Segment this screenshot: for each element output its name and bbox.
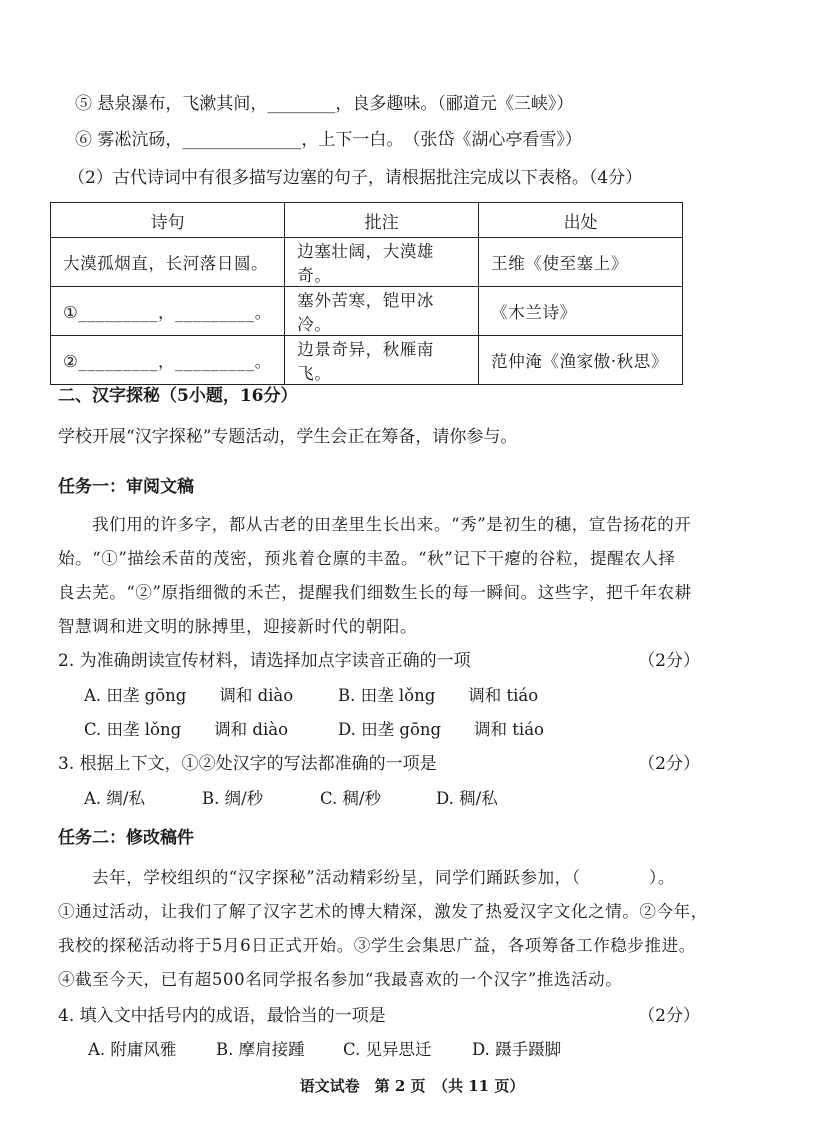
option-d: D. 田垄 gōng 调和 tiáo [338,720,544,739]
section-2-intro: 学校开展“汉字探秘”专题活动，学生会正在筹备，请你参与。 [58,427,518,447]
question-3-points: （2分） [638,754,700,774]
task-2-heading: 任务二：修改稿件 [58,828,194,848]
table-cell: 边塞壮阔，大漠雄奇。 [285,238,479,287]
table-cell: 王维《使至塞上》 [479,238,683,287]
option-c: C. 田垄 lǒng 调和 diào [84,720,289,739]
option-c: C. 稠/秒 [320,789,382,808]
table-cell: 大漠孤烟直，长河落日圆。 [51,238,285,287]
table-header: 诗句 [51,203,285,238]
option-c: C. 见异思迁 [343,1040,432,1059]
question-2-points: （2分） [638,651,700,671]
paragraph-line: ①通过活动，让我们了解了汉字艺术的博大精深，激发了热爱汉字文化之情。②今年， [58,902,708,921]
table-header: 出处 [479,203,683,238]
paragraph-line: 始。“①”描绘禾苗的茂密，预兆着仓廪的丰盈。“秋”记下干瘪的谷粒，提醒农人择 [58,549,676,568]
paragraph-line: 我校的探秘活动将于5月6日正式开始。③学生会集思广益，各项筹备工作稳步推进。 [58,936,696,955]
poem-line-5: ⑤ 悬泉瀑布，飞漱其间，________，良多趣味。（郦道元《三峡》） [75,94,574,114]
table-cell: 塞外苦寒，铠甲冰冷。 [285,287,479,336]
question-2: 2. 为准确朗读宣传材料，请选择加点字读音正确的一项 [58,651,471,671]
table-header: 批注 [285,203,479,238]
option-d: D. 稠/私 [436,789,498,808]
table-row [51,287,683,336]
table-header-row [51,203,683,238]
paragraph-line: 良去芜。“②”原指细微的禾芒，提醒我们细数生长的每一瞬间。这些字，把千年农耕 [58,583,692,602]
table-cell: 《木兰诗》 [479,287,683,336]
option-a: A. 绸/私 [84,789,145,808]
table-cell: 范仲淹《渔家傲·秋思》 [479,336,683,385]
table-cell-blank: ②_________，_________。 [51,336,285,385]
poem-line-6: ⑥ 雾凇沆砀，______________，上下一白。 （张岱《湖心亭看雪》） [75,130,582,150]
paragraph-line: 我们用的许多字，都从古老的田垄里生长出来。“秀”是初生的穗，宣告扬花的开 [92,515,692,534]
option-b: B. 摩肩接踵 [216,1040,305,1059]
question-3: 3. 根据上下文，①②处汉字的写法都准确的一项是 [58,754,437,774]
table-row [51,336,683,385]
paragraph-line: ④截至今天，已有超500名同学报名参加“我最喜欢的一个汉字”推选活动。 [58,970,623,989]
paragraph-line: 去年，学校组织的“汉字探秘”活动精彩纷呈，同学们踊跃参加，（ ）。 [92,868,675,887]
task-1-heading: 任务一：审阅文稿 [58,477,194,497]
option-a: A. 附庸风雅 [88,1040,177,1059]
table-cell: 边景奇异，秋雁南飞。 [285,336,479,385]
option-b: B. 田垄 lǒng 调和 tiáo [338,686,539,705]
page-footer: 语文试卷 第 2 页 （共 11 页） [299,1077,525,1095]
table-cell-blank: ①_________，_________。 [51,287,285,336]
question-4: 4. 填入文中括号内的成语，最恰当的一项是 [58,1006,386,1026]
question-4-points: （2分） [638,1006,700,1026]
section-2-title: 二、汉字探秘（5小题，16分） [58,386,298,406]
question-2-intro: （2）古代诗词中有很多描写边塞的句子，请根据批注完成以下表格。（4分） [68,168,643,188]
option-d: D. 蹑手蹑脚 [472,1040,562,1059]
paragraph-line: 智慧调和进文明的脉搏里，迎接新时代的朝阳。 [58,617,418,636]
option-a: A. 田垄 gōng 调和 diào [84,686,294,705]
option-b: B. 绸/秒 [202,789,264,808]
poem-table [50,202,683,385]
table-row [51,238,683,287]
